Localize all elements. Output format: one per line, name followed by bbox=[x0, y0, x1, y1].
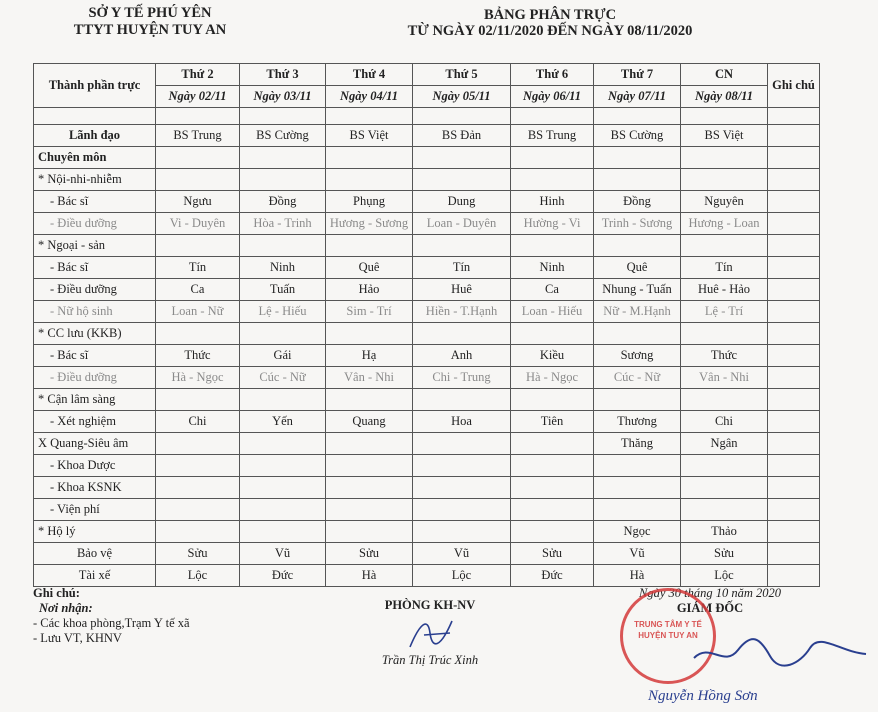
empty-cell bbox=[511, 477, 594, 499]
empty-cell bbox=[681, 455, 768, 477]
empty-cell bbox=[156, 477, 240, 499]
duty-cell: Thăng bbox=[594, 433, 681, 455]
row-label: - Bác sĩ bbox=[34, 257, 156, 279]
duty-cell: Lệ - Hiếu bbox=[240, 301, 326, 323]
duty-cell: Lộc bbox=[156, 565, 240, 587]
empty-cell bbox=[240, 323, 326, 345]
organization-block bbox=[30, 5, 270, 39]
duty-cell: Ninh bbox=[511, 257, 594, 279]
duty-cell: Tín bbox=[681, 257, 768, 279]
row-label: - Viện phí bbox=[34, 499, 156, 521]
duty-cell: Ninh bbox=[240, 257, 326, 279]
table-row bbox=[34, 455, 820, 477]
department-title: PHÒNG KH-NV bbox=[384, 598, 476, 612]
table-row bbox=[34, 213, 820, 235]
empty-cell bbox=[413, 323, 511, 345]
empty-cell bbox=[240, 521, 326, 543]
note-cell bbox=[768, 477, 820, 499]
duty-cell: Ngọc bbox=[594, 521, 681, 543]
empty-cell bbox=[240, 389, 326, 411]
date-header: Ngày 06/11 bbox=[511, 86, 594, 108]
duty-cell: Hạ bbox=[326, 345, 413, 367]
duty-cell: Vũ bbox=[240, 543, 326, 565]
table-row bbox=[34, 125, 820, 147]
empty-cell bbox=[34, 108, 156, 125]
table-row bbox=[34, 257, 820, 279]
empty-cell bbox=[326, 169, 413, 191]
duty-cell: Đức bbox=[511, 565, 594, 587]
date-header: Ngày 08/11 bbox=[681, 86, 768, 108]
empty-cell bbox=[413, 455, 511, 477]
day-header: Thứ 5 bbox=[413, 64, 511, 86]
empty-cell bbox=[326, 455, 413, 477]
duty-cell: Đồng bbox=[594, 191, 681, 213]
row-label: X Quang-Siêu âm bbox=[34, 433, 156, 455]
duty-cell: Lệ - Trí bbox=[681, 301, 768, 323]
table-row bbox=[34, 323, 820, 345]
duty-cell: Huê bbox=[413, 279, 511, 301]
duty-cell: Sương bbox=[594, 345, 681, 367]
empty-cell bbox=[511, 108, 594, 125]
empty-cell bbox=[511, 323, 594, 345]
note-cell bbox=[768, 345, 820, 367]
note-cell bbox=[768, 543, 820, 565]
duty-cell: Vũ bbox=[413, 543, 511, 565]
empty-cell bbox=[413, 108, 511, 125]
empty-cell bbox=[681, 147, 768, 169]
empty-cell bbox=[240, 108, 326, 125]
empty-cell bbox=[156, 433, 240, 455]
empty-cell bbox=[681, 169, 768, 191]
recipients-block bbox=[33, 586, 190, 646]
day-header: Thứ 6 bbox=[511, 64, 594, 86]
empty-cell bbox=[413, 521, 511, 543]
duty-cell: Tín bbox=[413, 257, 511, 279]
date-header: Ngày 05/11 bbox=[413, 86, 511, 108]
duty-cell: Hoa bbox=[413, 411, 511, 433]
day-header: Thứ 2 bbox=[156, 64, 240, 86]
empty-cell bbox=[240, 147, 326, 169]
empty-cell bbox=[594, 499, 681, 521]
duty-cell: Tuấn bbox=[240, 279, 326, 301]
empty-cell bbox=[326, 521, 413, 543]
duty-cell: Quê bbox=[326, 257, 413, 279]
row-label: Lãnh đạo bbox=[34, 125, 156, 147]
duty-cell: Ca bbox=[511, 279, 594, 301]
duty-cell: Thức bbox=[156, 345, 240, 367]
duty-cell: Anh bbox=[413, 345, 511, 367]
duty-cell: Chi - Trung bbox=[413, 367, 511, 389]
table-row bbox=[34, 235, 820, 257]
note-cell bbox=[768, 411, 820, 433]
duty-cell: Thảo bbox=[681, 521, 768, 543]
note-cell bbox=[768, 389, 820, 411]
duty-cell: Hà - Ngọc bbox=[156, 367, 240, 389]
table-row bbox=[34, 499, 820, 521]
duty-cell: Thương bbox=[594, 411, 681, 433]
spacer-row bbox=[34, 108, 820, 125]
empty-cell bbox=[511, 433, 594, 455]
duty-cell: Huê - Hảo bbox=[681, 279, 768, 301]
day-header: Thứ 3 bbox=[240, 64, 326, 86]
empty-cell bbox=[156, 147, 240, 169]
row-label: Tài xế bbox=[34, 565, 156, 587]
date-header: Ngày 07/11 bbox=[594, 86, 681, 108]
duty-cell: Nữ - M.Hạnh bbox=[594, 301, 681, 323]
duty-cell: Gái bbox=[240, 345, 326, 367]
empty-cell bbox=[156, 389, 240, 411]
empty-cell bbox=[156, 108, 240, 125]
duty-cell: Nguyên bbox=[681, 191, 768, 213]
note-cell bbox=[768, 367, 820, 389]
org-line-2: TTYT HUYỆN TUY AN bbox=[73, 22, 227, 38]
empty-cell bbox=[594, 323, 681, 345]
empty-cell bbox=[413, 147, 511, 169]
title-block bbox=[360, 7, 740, 39]
duty-cell: Hinh bbox=[511, 191, 594, 213]
duty-cell: Lộc bbox=[413, 565, 511, 587]
row-label: - Bác sĩ bbox=[34, 345, 156, 367]
row-label: - Khoa KSNK bbox=[34, 477, 156, 499]
department-signature-block bbox=[360, 598, 500, 668]
empty-cell bbox=[511, 169, 594, 191]
column-header-role: Thành phần trực bbox=[34, 64, 156, 108]
duty-cell: Sửu bbox=[681, 543, 768, 565]
duty-cell: Đức bbox=[240, 565, 326, 587]
table-row bbox=[34, 477, 820, 499]
empty-cell bbox=[240, 477, 326, 499]
duty-cell: BS Cường bbox=[240, 125, 326, 147]
duty-cell: Quang bbox=[326, 411, 413, 433]
empty-cell bbox=[681, 108, 768, 125]
table-row bbox=[34, 345, 820, 367]
duty-cell: Phụng bbox=[326, 191, 413, 213]
duty-cell: Tiên bbox=[511, 411, 594, 433]
duty-cell: Trinh - Sương bbox=[594, 213, 681, 235]
duty-cell: BS Việt bbox=[681, 125, 768, 147]
duty-cell: Quê bbox=[594, 257, 681, 279]
empty-cell bbox=[594, 169, 681, 191]
empty-cell bbox=[413, 235, 511, 257]
row-label: - Điều dưỡng bbox=[34, 367, 156, 389]
empty-cell bbox=[594, 147, 681, 169]
empty-cell bbox=[413, 389, 511, 411]
note-cell bbox=[768, 191, 820, 213]
duty-cell: BS Trung bbox=[156, 125, 240, 147]
table-row bbox=[34, 147, 820, 169]
empty-cell bbox=[326, 433, 413, 455]
duty-cell: Sửu bbox=[511, 543, 594, 565]
duty-cell: Chi bbox=[156, 411, 240, 433]
row-label: * Ngoại - sản bbox=[34, 235, 156, 257]
duty-cell: Dung bbox=[413, 191, 511, 213]
note-cell bbox=[768, 257, 820, 279]
duty-roster-table bbox=[33, 63, 820, 587]
table-row bbox=[34, 433, 820, 455]
recipients-title: Nơi nhận: bbox=[39, 601, 93, 615]
note-cell bbox=[768, 521, 820, 543]
table-row bbox=[34, 543, 820, 565]
duty-cell: Vi - Duyên bbox=[156, 213, 240, 235]
empty-cell bbox=[240, 433, 326, 455]
row-label: - Xét nghiệm bbox=[34, 411, 156, 433]
duty-cell: Sửu bbox=[156, 543, 240, 565]
empty-cell bbox=[156, 499, 240, 521]
duty-cell: BS Đản bbox=[413, 125, 511, 147]
column-header-note: Ghi chú bbox=[768, 64, 820, 108]
empty-cell bbox=[413, 477, 511, 499]
row-label: - Điều dưỡng bbox=[34, 213, 156, 235]
duty-cell: Cúc - Nữ bbox=[240, 367, 326, 389]
empty-cell bbox=[413, 433, 511, 455]
duty-cell: Loan - Duyên bbox=[413, 213, 511, 235]
empty-cell bbox=[768, 108, 820, 125]
empty-cell bbox=[681, 235, 768, 257]
note-cell bbox=[768, 147, 820, 169]
duty-cell: Hương - Sương bbox=[326, 213, 413, 235]
note-cell bbox=[768, 433, 820, 455]
director-signature-mark bbox=[690, 628, 870, 678]
day-header: Thứ 7 bbox=[594, 64, 681, 86]
day-header: Thứ 4 bbox=[326, 64, 413, 86]
duty-cell: Đồng bbox=[240, 191, 326, 213]
empty-cell bbox=[240, 499, 326, 521]
empty-cell bbox=[240, 455, 326, 477]
duty-cell: Thức bbox=[681, 345, 768, 367]
duty-cell: Hảo bbox=[326, 279, 413, 301]
duty-cell: Hường - Vi bbox=[511, 213, 594, 235]
department-signer: Trần Thị Trúc Xinh bbox=[381, 653, 479, 667]
date-header: Ngày 04/11 bbox=[326, 86, 413, 108]
empty-cell bbox=[326, 323, 413, 345]
duty-cell: Kiều bbox=[511, 345, 594, 367]
empty-cell bbox=[156, 455, 240, 477]
recipient-item: - Các khoa phòng,Trạm Y tế xã bbox=[33, 616, 190, 630]
empty-cell bbox=[326, 477, 413, 499]
empty-cell bbox=[681, 499, 768, 521]
duty-cell: Vũ bbox=[594, 543, 681, 565]
note-cell bbox=[768, 323, 820, 345]
empty-cell bbox=[240, 235, 326, 257]
duty-cell: Sim - Trí bbox=[326, 301, 413, 323]
empty-cell bbox=[326, 389, 413, 411]
empty-cell bbox=[326, 499, 413, 521]
duty-cell: Cúc - Nữ bbox=[594, 367, 681, 389]
empty-cell bbox=[594, 455, 681, 477]
duty-cell: Yến bbox=[240, 411, 326, 433]
empty-cell bbox=[326, 147, 413, 169]
row-label: - Bác sĩ bbox=[34, 191, 156, 213]
stamp-text: TRUNG TÂM Y TẾ HUYỆN TUY AN bbox=[634, 620, 702, 640]
table-row bbox=[34, 389, 820, 411]
document-header bbox=[0, 0, 878, 64]
note-title: Ghi chú: bbox=[33, 586, 80, 600]
row-label: * Hộ lý bbox=[34, 521, 156, 543]
empty-cell bbox=[156, 235, 240, 257]
duty-cell: Sửu bbox=[326, 543, 413, 565]
director-signer: Nguyễn Hồng Sơn bbox=[648, 688, 758, 704]
duty-cell: BS Việt bbox=[326, 125, 413, 147]
empty-cell bbox=[156, 323, 240, 345]
empty-cell bbox=[594, 477, 681, 499]
document-title: BẢNG PHÂN TRỰC bbox=[483, 7, 617, 23]
duty-cell: BS Cường bbox=[594, 125, 681, 147]
department-signature-mark bbox=[400, 613, 460, 653]
row-label: - Điều dưỡng bbox=[34, 279, 156, 301]
duty-cell: Ngưu bbox=[156, 191, 240, 213]
duty-cell: Vân - Nhi bbox=[681, 367, 768, 389]
note-cell bbox=[768, 125, 820, 147]
table-row bbox=[34, 169, 820, 191]
row-label: - Nữ hộ sinh bbox=[34, 301, 156, 323]
duty-cell: Chi bbox=[681, 411, 768, 433]
duty-cell: Vân - Nhi bbox=[326, 367, 413, 389]
duty-cell: Nhung - Tuấn bbox=[594, 279, 681, 301]
empty-cell bbox=[681, 389, 768, 411]
empty-cell bbox=[511, 235, 594, 257]
table-row bbox=[34, 191, 820, 213]
header-row-days bbox=[34, 64, 820, 86]
duty-cell: Hiền - T.Hạnh bbox=[413, 301, 511, 323]
empty-cell bbox=[681, 323, 768, 345]
director-title: GIÁM ĐỐC bbox=[676, 601, 744, 615]
note-cell bbox=[768, 235, 820, 257]
empty-cell bbox=[511, 455, 594, 477]
duty-cell: Hà bbox=[594, 565, 681, 587]
empty-cell bbox=[511, 499, 594, 521]
duty-cell: Lộc bbox=[681, 565, 768, 587]
duty-cell: Hà - Ngọc bbox=[511, 367, 594, 389]
row-label: * Nội-nhi-nhiễm bbox=[34, 169, 156, 191]
row-label: Bảo vệ bbox=[34, 543, 156, 565]
table-row bbox=[34, 367, 820, 389]
row-label: Chuyên môn bbox=[34, 147, 156, 169]
date-line: Ngày 30 tháng 10 năm 2020 bbox=[638, 586, 781, 600]
note-cell bbox=[768, 499, 820, 521]
row-label: * Cận lâm sàng bbox=[34, 389, 156, 411]
document-period: TỪ NGÀY 02/11/2020 ĐẾN NGÀY 08/11/2020 bbox=[407, 23, 693, 39]
empty-cell bbox=[413, 499, 511, 521]
day-header: CN bbox=[681, 64, 768, 86]
empty-cell bbox=[326, 108, 413, 125]
duty-cell: Ngân bbox=[681, 433, 768, 455]
empty-cell bbox=[594, 235, 681, 257]
table-row bbox=[34, 521, 820, 543]
note-cell bbox=[768, 169, 820, 191]
table-row bbox=[34, 411, 820, 433]
org-line-1: SỞ Y TẾ PHÚ YÊN bbox=[88, 5, 212, 21]
table-row bbox=[34, 279, 820, 301]
empty-cell bbox=[413, 169, 511, 191]
date-header: Ngày 02/11 bbox=[156, 86, 240, 108]
note-cell bbox=[768, 279, 820, 301]
duty-cell: Hòa - Trinh bbox=[240, 213, 326, 235]
row-label: * CC lưu (KKB) bbox=[34, 323, 156, 345]
empty-cell bbox=[511, 147, 594, 169]
duty-cell: Tín bbox=[156, 257, 240, 279]
duty-cell: Hương - Loan bbox=[681, 213, 768, 235]
note-cell bbox=[768, 455, 820, 477]
table-row bbox=[34, 301, 820, 323]
empty-cell bbox=[156, 169, 240, 191]
empty-cell bbox=[326, 235, 413, 257]
empty-cell bbox=[681, 477, 768, 499]
date-header: Ngày 03/11 bbox=[240, 86, 326, 108]
note-cell bbox=[768, 301, 820, 323]
empty-cell bbox=[511, 389, 594, 411]
empty-cell bbox=[156, 521, 240, 543]
empty-cell bbox=[240, 169, 326, 191]
recipient-item: - Lưu VT, KHNV bbox=[33, 631, 122, 645]
duty-cell: Hà bbox=[326, 565, 413, 587]
empty-cell bbox=[594, 389, 681, 411]
empty-cell bbox=[594, 108, 681, 125]
note-cell bbox=[768, 213, 820, 235]
empty-cell bbox=[511, 521, 594, 543]
duty-cell: Loan - Nữ bbox=[156, 301, 240, 323]
duty-cell: Ca bbox=[156, 279, 240, 301]
duty-cell: Loan - Hiếu bbox=[511, 301, 594, 323]
row-label: - Khoa Dược bbox=[34, 455, 156, 477]
duty-cell: BS Trung bbox=[511, 125, 594, 147]
